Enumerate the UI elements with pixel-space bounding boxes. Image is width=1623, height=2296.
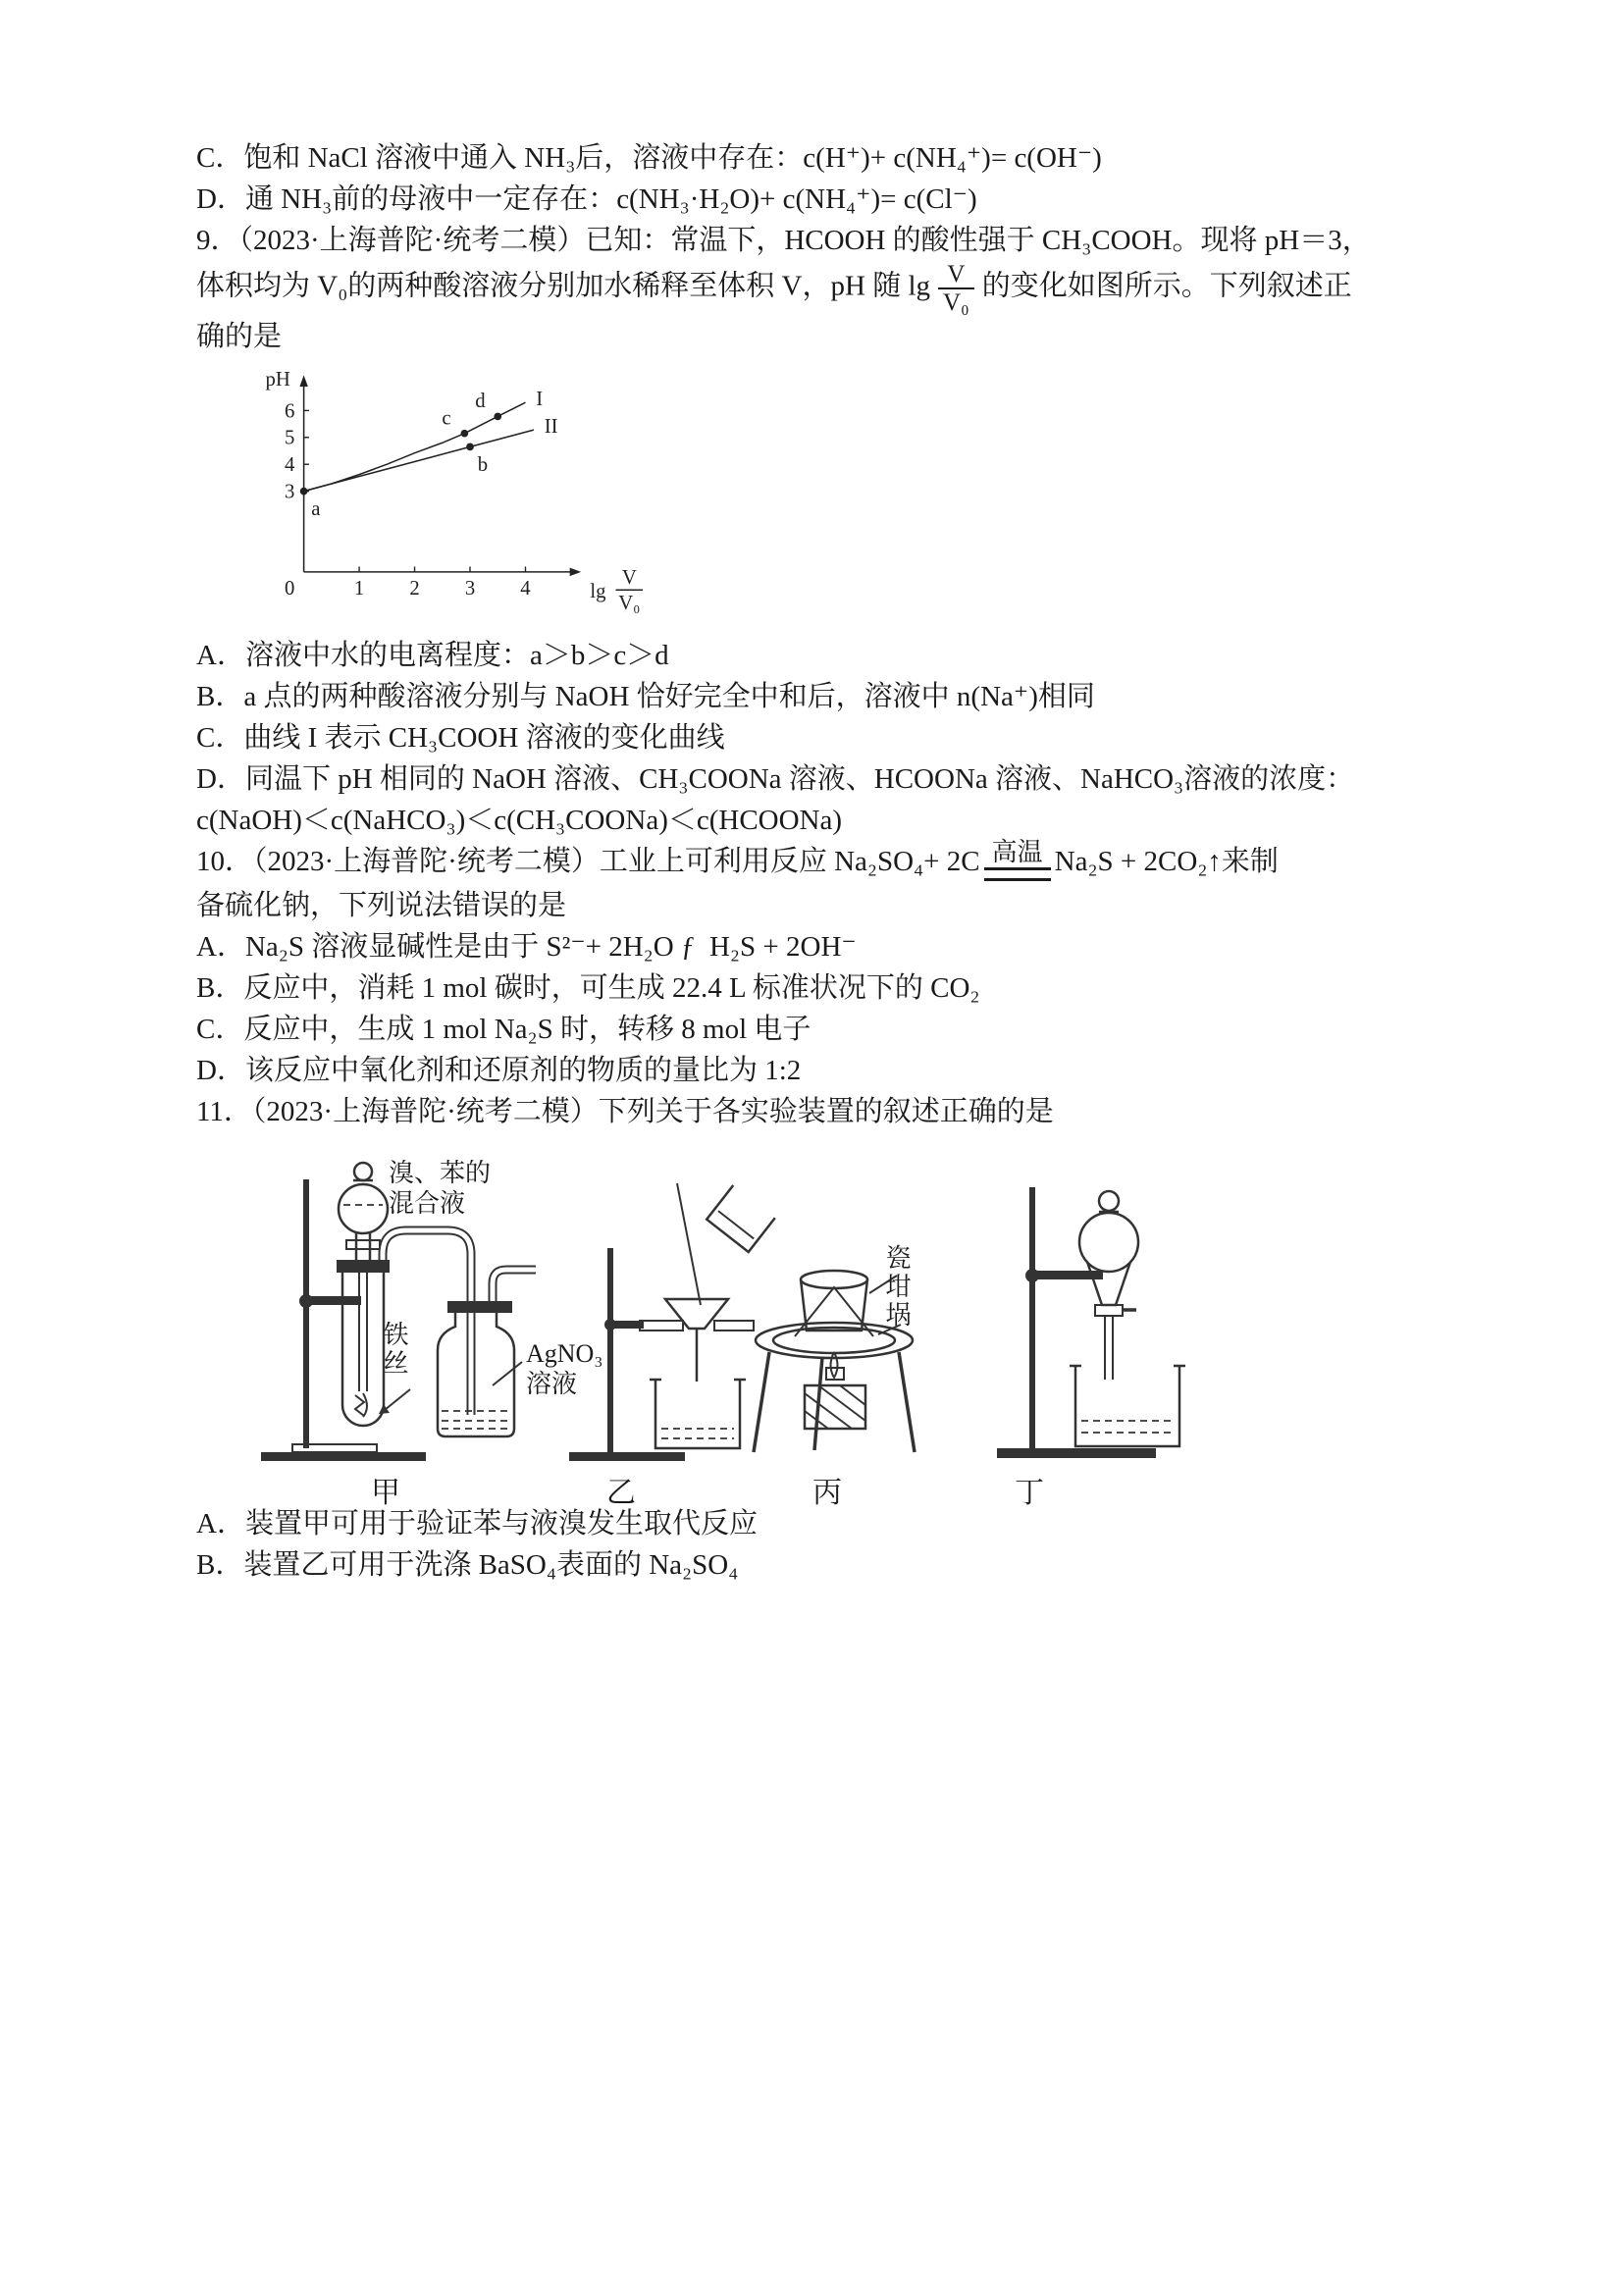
- ph-chart-svg: [257, 357, 679, 621]
- svg-text:V: V: [621, 567, 637, 590]
- q8-option-d: D．通 NH₃前的母液中一定存在：c(NH₃·H₂O)+ c(NH₄⁺)= c(Cl⁻): [196, 183, 977, 215]
- q10-option-a: A．Na₂S 溶液显碱性是由于 S²⁻+ 2H₂O ƒ H₂S + 2OH⁻: [196, 931, 857, 964]
- ph-chart: [257, 357, 679, 621]
- svg-text:2: 2: [409, 577, 420, 600]
- q10-stem: [196, 838, 1378, 885]
- q9-fraction-numerator: V: [947, 261, 966, 287]
- caption-jia: 甲: [371, 1477, 400, 1510]
- svg-text:c: c: [442, 407, 451, 430]
- q9-fraction: [938, 261, 974, 316]
- q10-stem-text1: 10．（2023·上海普陀·统考二模）工业上可利用反应 Na₂SO₄+ 2C: [196, 845, 980, 877]
- q10-option-b: B．反应中，消耗 1 mol 碳时，可生成 22.4 L 标准状况下的 CO₂: [196, 972, 980, 1005]
- svg-text:1: 1: [353, 577, 365, 600]
- mix-liquid-label-line2: 混合液: [389, 1189, 466, 1219]
- apparatus-figure: [245, 1158, 1227, 1510]
- agno3-label-line2: 溶液: [526, 1370, 578, 1399]
- apparatus-yi: [569, 1183, 775, 1461]
- svg-text:V₀: V₀: [618, 593, 641, 615]
- agno3-label-line1: AgNO₃: [526, 1339, 603, 1369]
- caption-ding: 丁: [1015, 1477, 1044, 1510]
- q11-option-b: B．装置乙可用于洗涤 BaSO₄表面的 Na₂SO₄: [196, 1549, 739, 1582]
- svg-text:II: II: [544, 416, 558, 439]
- svg-text:lg: lg: [590, 580, 606, 602]
- q9-option-c: C．曲线 I 表示 CH₃COOH 溶液的变化曲线: [196, 721, 725, 754]
- q9-fraction-denominator: V₀: [938, 287, 974, 316]
- svg-text:3: 3: [285, 481, 295, 503]
- svg-text:0: 0: [285, 577, 295, 600]
- q9-option-d: D．同温下 pH 相同的 NaOH 溶液、CH₃COONa 溶液、HCOONa 溶液、NaHCO₃溶液的浓度：c(NaOH)＜c(NaHCO₃)＜c(CH₃COONa)＜c(HCOONa): [196, 762, 1355, 836]
- agno3-label: [526, 1338, 602, 1399]
- q10-double-bar: [984, 867, 1051, 881]
- q8-option-c: C．饱和 NaCl 溶液中通入 NH₃后，溶液中存在：c(H⁺)+ c(NH₄⁺)= c(OH⁻): [196, 142, 1102, 174]
- caption-bing: 丙: [812, 1477, 842, 1510]
- q9-option-b: B．a 点的两种酸溶液分别与 NaOH 恰好完全中和后，溶液中 n(Na⁺)相同: [196, 680, 1095, 712]
- q10-option-d: D．该反应中氧化剂和还原剂的物质的量比为 1:2: [196, 1055, 802, 1087]
- svg-text:5: 5: [285, 427, 295, 449]
- q9-stem-text1: 9．（2023·上海普陀·统考二模）已知：常温下，HCOOH 的酸性强于 CH₃COOH。现将 pH＝3，体积均为 V₀的两种酸溶液分别加水稀释至体积 V，pH 随 lg: [196, 225, 1371, 302]
- q10-stem-text2: Na₂S + 2CO₂↑来制: [1054, 845, 1279, 877]
- q9-stem: [196, 220, 1378, 357]
- q9-option-a: A．溶液中水的电离程度：a＞b＞c＞d: [196, 639, 669, 671]
- q10-stem-line2: 备硫化钠，下列说法错误的是: [196, 890, 567, 922]
- svg-text:b: b: [477, 453, 489, 476]
- svg-text:6: 6: [285, 400, 295, 423]
- mix-liquid-label: [389, 1158, 491, 1219]
- mix-liquid-label-line1: 溴、苯的: [389, 1159, 492, 1188]
- q11-option-a: A．装置甲可用于验证苯与液溴发生取代反应: [196, 1508, 758, 1540]
- svg-text:4: 4: [285, 454, 295, 477]
- svg-text:3: 3: [464, 577, 476, 600]
- q10-reaction-condition: [984, 838, 1051, 881]
- crucible-label: 瓷坩埚: [882, 1244, 911, 1331]
- svg-text:I: I: [536, 389, 544, 411]
- svg-text:pH: pH: [265, 369, 290, 391]
- q10-condition-text: 高温: [991, 838, 1043, 867]
- q10-option-c: C．反应中，生成 1 mol Na₂S 时，转移 8 mol 电子: [196, 1014, 812, 1046]
- iron-wire-label: 铁丝: [380, 1321, 408, 1379]
- svg-text:d: d: [475, 391, 486, 413]
- q11-stem: 11．（2023·上海普陀·统考二模）下列关于各实验装置的叙述正确的是: [196, 1096, 1054, 1128]
- q9-stem-text2: 的变化如图所示。下列叙述正确的是: [196, 270, 1352, 352]
- caption-yi: 乙: [606, 1477, 636, 1510]
- svg-text:a: a: [311, 498, 321, 521]
- svg-text:4: 4: [520, 577, 531, 600]
- apparatus-ding: [997, 1187, 1185, 1458]
